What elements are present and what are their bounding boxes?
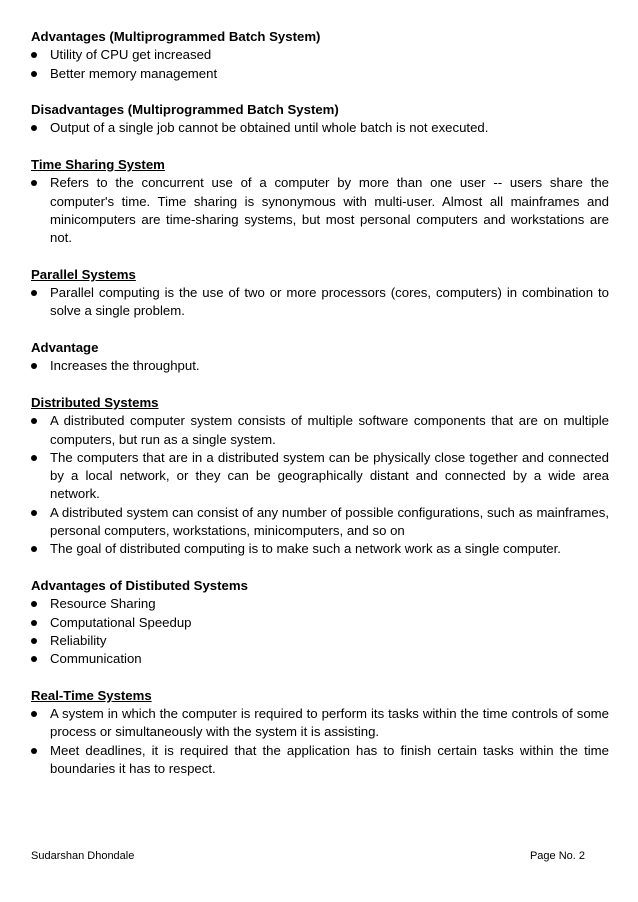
footer-page-number: Page No. 2 (529, 850, 585, 862)
bullet-icon (31, 71, 37, 77)
list-item-text: Communication (50, 651, 142, 667)
list-item-text: Increases the throughput. (50, 358, 200, 374)
list-item (31, 357, 609, 375)
bullet-list (31, 705, 609, 778)
page-footer (31, 849, 585, 863)
section-advantage (31, 339, 609, 376)
section-heading: Disadvantages (Multiprogrammed Batch System) (31, 102, 339, 118)
list-item-text: Reliability (50, 632, 107, 648)
bullet-list (31, 412, 609, 558)
bullet-icon (31, 180, 37, 186)
list-item (31, 614, 609, 632)
list-item-text: Utility of CPU get increased (50, 47, 212, 63)
bullet-list (31, 284, 609, 321)
list-item-text: Parallel computing is the use of two or more processors (cores, computers) in combination to solve a single problem. (50, 285, 609, 319)
section-advantages-distributed (31, 577, 609, 668)
bullet-list (31, 595, 609, 668)
section-heading: Advantages of Distibuted Systems (31, 577, 248, 593)
section-advantages-batch (31, 28, 609, 83)
list-item (31, 284, 609, 321)
list-item-text: A distributed system can consist of any number of possible configurations, such as mainframes, personal computers, workstations, minicomputers, and so on (50, 504, 609, 539)
list-item-text: Better memory management (50, 65, 218, 81)
bullet-list (31, 357, 609, 375)
list-item (31, 412, 609, 449)
bullet-icon (31, 363, 37, 369)
list-item-text: The computers that are in a distributed system can be physically close together and connected by a local network, or they can be geographically distant and connected by a wide area network. (50, 449, 609, 502)
list-item (31, 705, 609, 742)
document-page (31, 28, 609, 796)
bullet-icon (31, 510, 37, 516)
list-item (31, 742, 609, 779)
section-heading: Parallel Systems (31, 266, 136, 282)
bullet-icon (31, 656, 37, 662)
list-item-text: Resource Sharing (50, 596, 156, 612)
bullet-icon (31, 620, 37, 626)
list-item-text: A system in which the computer is required to perform its tasks within the time controls of some process or simultaneously with the system it is assisting. (50, 705, 609, 740)
bullet-list (31, 174, 609, 247)
list-item (31, 46, 609, 64)
list-item (31, 595, 609, 613)
list-item (31, 504, 609, 541)
section-time-sharing (31, 156, 609, 247)
section-heading: Real-Time Systems (31, 687, 152, 703)
section-heading: Distributed Systems (31, 394, 159, 410)
section-heading: Advantage (31, 340, 99, 356)
list-item (31, 449, 609, 504)
list-item (31, 174, 609, 247)
section-real-time-systems (31, 687, 609, 778)
list-item (31, 65, 609, 83)
list-item-text: Refers to the concurrent use of a computer by more than one user -- users share the computer's time. Time sharing is synonymous with multi-user. Almost all mainframes and minicomputers are time-sharing systems, but most personal computers and workstations are not. (50, 175, 609, 246)
section-disadvantages-batch (31, 101, 609, 138)
bullet-icon (31, 290, 37, 296)
bullet-icon (31, 601, 37, 607)
bullet-icon (31, 455, 37, 461)
bullet-icon (31, 52, 37, 58)
bullet-icon (31, 546, 37, 552)
list-item-text: A distributed computer system consists of multiple software components that are on multiple computers, but run as a single system. (50, 413, 609, 447)
footer-author: Sudarshan Dhondale (31, 850, 135, 862)
list-item-text: Computational Speedup (50, 614, 192, 630)
section-distributed-systems (31, 394, 609, 559)
section-parallel-systems (31, 266, 609, 321)
bullet-list (31, 46, 609, 83)
list-item (31, 119, 609, 137)
list-item (31, 650, 609, 668)
section-heading: Advantages (Multiprogrammed Batch System) (31, 29, 321, 44)
section-heading: Time Sharing System (31, 157, 165, 173)
list-item-text: Meet deadlines, it is required that the application has to finish certain tasks within the time boundaries it has to respect. (50, 742, 609, 776)
bullet-list (31, 119, 609, 137)
list-item-text: The goal of distributed computing is to make such a network work as a single computer. (50, 541, 561, 557)
bullet-icon (31, 748, 37, 754)
bullet-icon (31, 638, 37, 644)
bullet-icon (31, 418, 37, 424)
list-item (31, 632, 609, 650)
bullet-icon (31, 711, 37, 717)
list-item-text: Output of a single job cannot be obtained until whole batch is not executed. (50, 120, 489, 136)
bullet-icon (31, 125, 37, 131)
list-item (31, 540, 609, 558)
